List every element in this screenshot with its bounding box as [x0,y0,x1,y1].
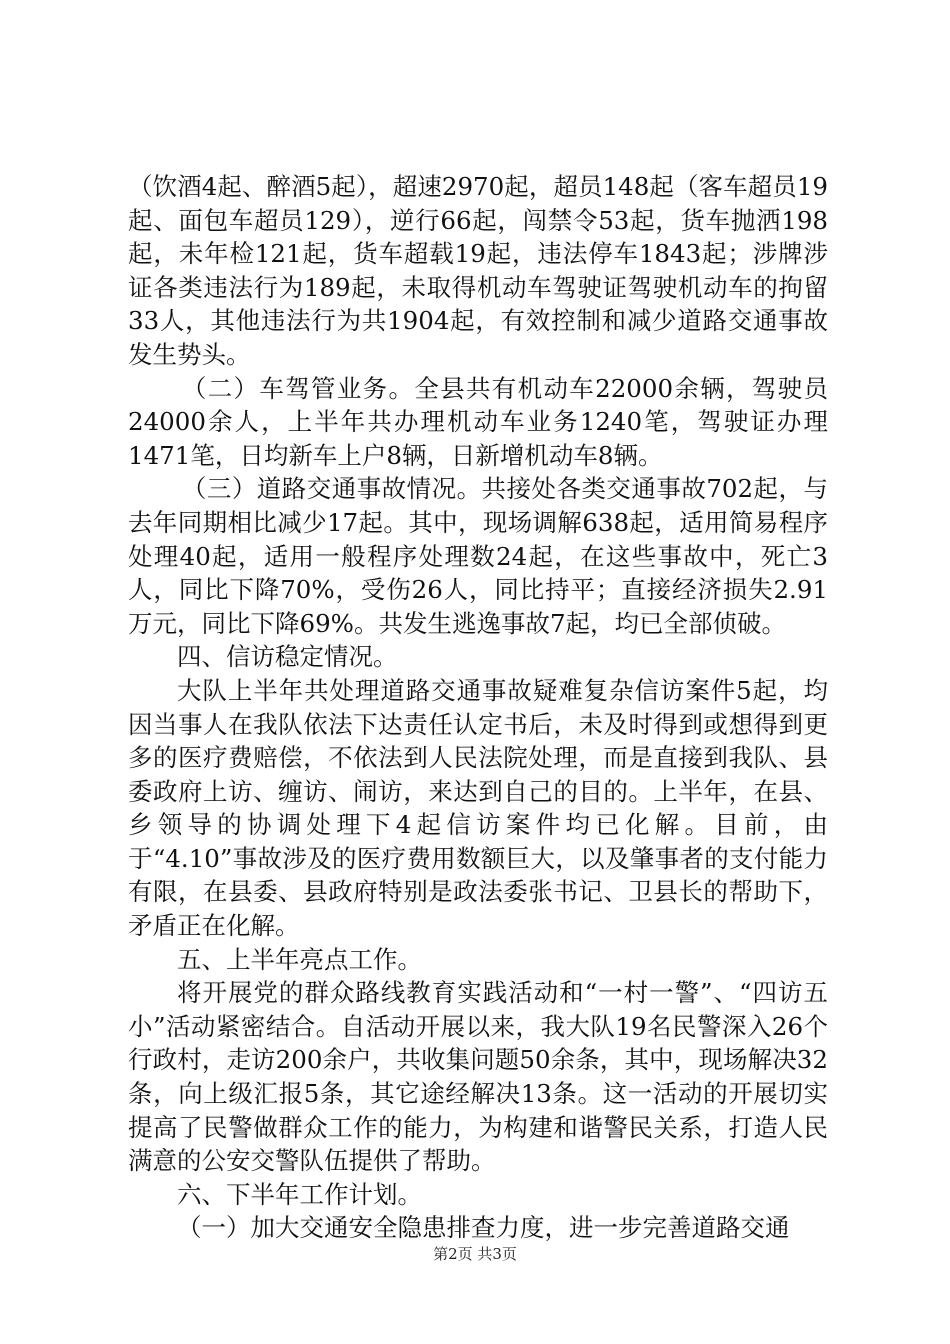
heading-highlight-work: 五、上半年亮点工作。 [177,944,422,974]
paragraph-work-plan-item-1: （一）加大交通安全隐患排查力度，进一步完善道路交通 [177,1213,790,1243]
page-number-label: 第2页 共3页 [433,1245,517,1263]
document-body [128,170,828,1245]
heading-petition-stability: 四、信访稳定情况。 [177,642,398,672]
paragraph-petition-cases: 大队上半年共处理道路交通事故疑难复杂信访案件5起，均因当事人在我队依法下达责任认定书后，未及时得到或想得到更多的医疗费赔偿，不依法到人民法院处理，而是直接到我队、县委政府上访、缠访、闹访，来达到自己的目的。上半年，在县、乡领导的协调处理下4起信访案件均已化解。目前，由于“4.10”事故涉及的医疗费用数额巨大，以及肇事者的支付能力有限，在县委、县政府特别是政法委张书记、卫县长的帮助下，矛盾正在化解。 [128,675,828,941]
heading-work-plan: 六、下半年工作计划。 [177,1179,422,1209]
paragraph-violations-continued: （饮酒4起、醉酒5起），超速2970起，超员148起（客车超员19起、面包车超员129），逆行66起，闯禁令53起，货车抛洒198起，未年检121起，货车超载19起，违法停车1843起；涉牌涉证各类违法行为189起，未取得机动车驾驶证驾驶机动车的拘留33人，其他违法行为共1904起，有效控制和减少道路交通事故发生势头。 [128,172,828,369]
paragraph-traffic-accidents: （三）道路交通事故情况。共接处各类交通事故702起，与去年同期相比减少17起。其中，现场调解638起，适用简易程序处理40起，适用一般程序处理数24起，在这些事故中，死亡3人，同比下降70%，受伤26人，同比持平；直接经济损失2.91万元，同比下降69%。共发生逃逸事故7起，均已全部侦破。 [128,474,828,638]
page-footer [0,1244,950,1264]
paragraph-highlight-work: 将开展党的群众路线教育实践活动和“一村一警”、“四访五小”活动紧密结合。自活动开展以来，我大队19名民警深入26个行政村，走访200余户，共收集问题50余条，其中，现场解决32条，向上级汇报5条，其它途经解决13条。这一活动的开展切实提高了民警做群众工作的能力，为构建和谐警民关系，打造人民满意的公安交警队伍提供了帮助。 [128,978,828,1176]
paragraph-vehicle-driver-management: （二）车驾管业务。全县共有机动车22000余辆，驾驶员24000余人，上半年共办理机动车业务1240笔，驾驶证办理1471笔，日均新车上户8辆，日新增机动车8辆。 [128,373,828,470]
